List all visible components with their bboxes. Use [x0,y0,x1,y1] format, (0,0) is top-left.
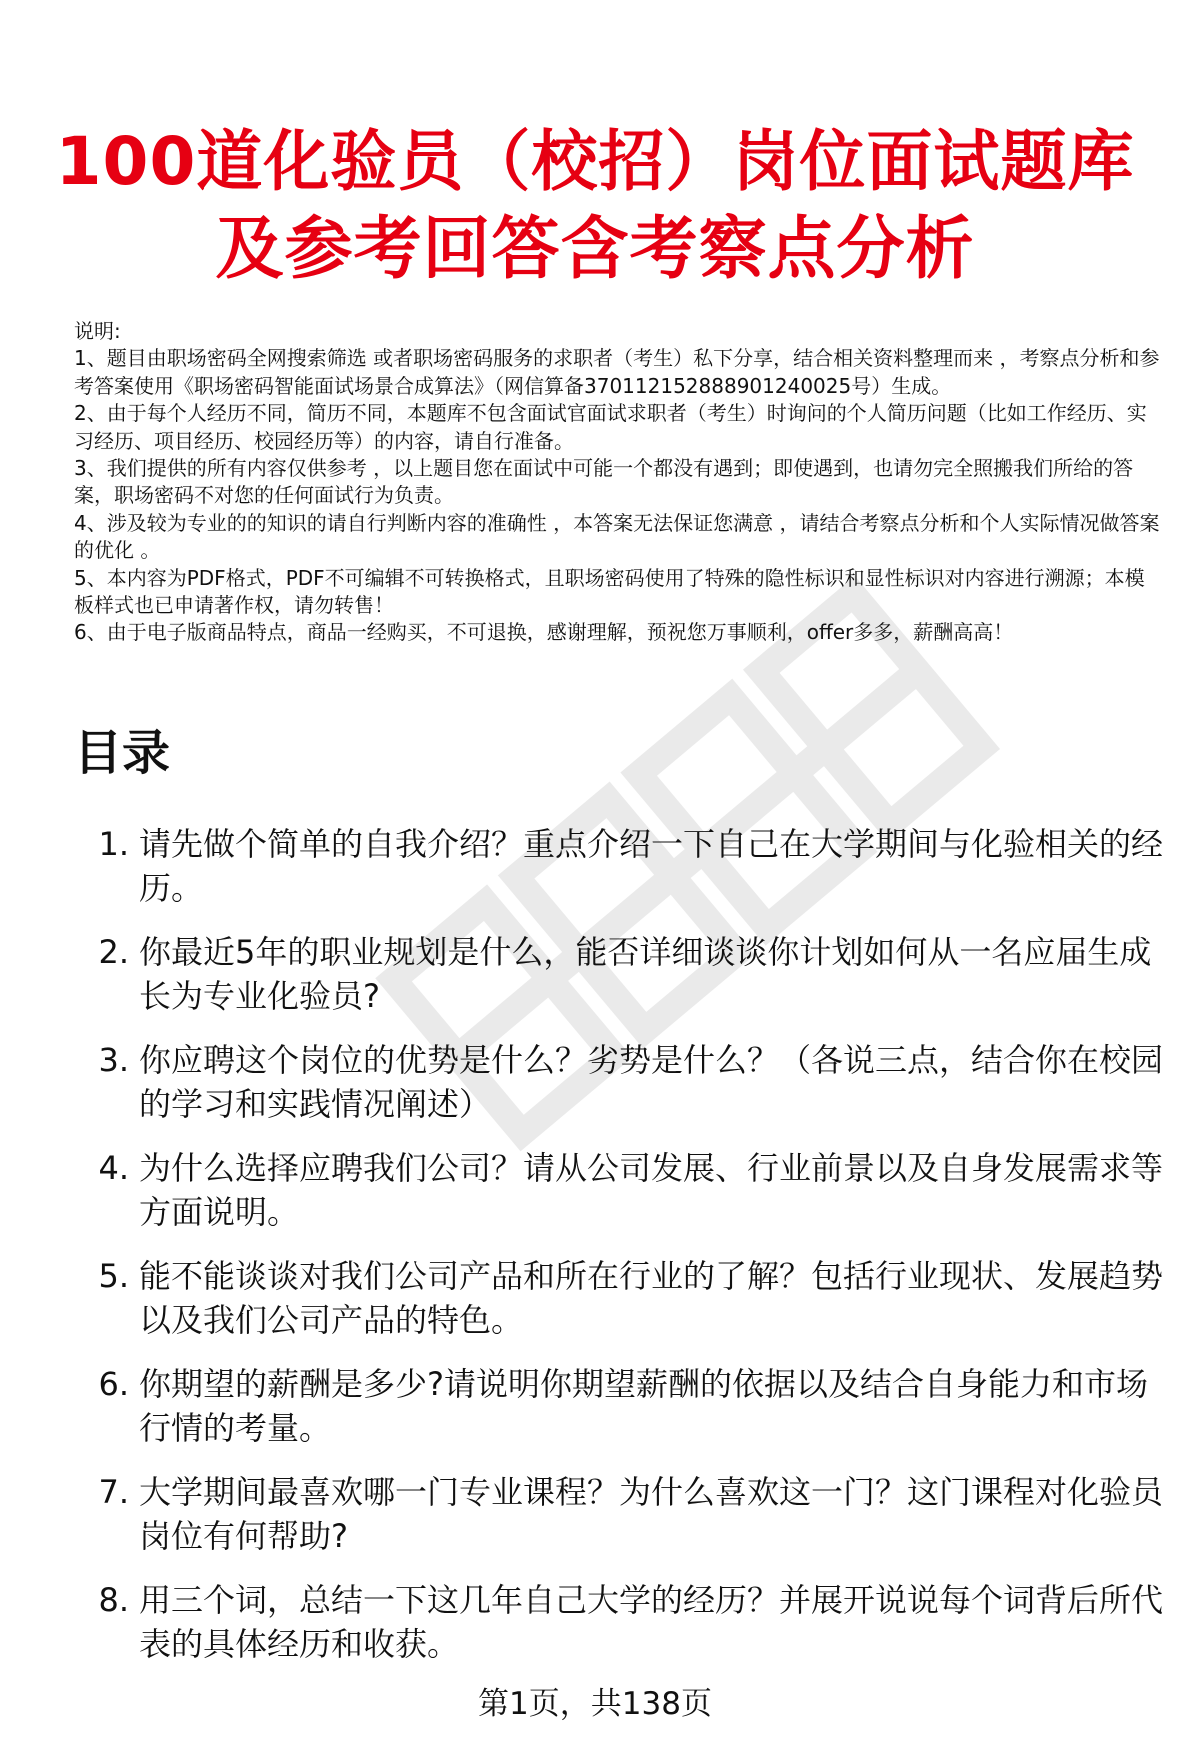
toc-item-number: 4. [98,1149,129,1187]
toc-item[interactable] [74,930,1164,1018]
toc-heading: 目录 [74,725,171,781]
page-number: 第1页，共138页 [478,1686,712,1722]
toc-item-text: 大学期间最喜欢哪一门专业课程？为什么喜欢这一门？这门课程对化验员岗位有何帮助? [139,1473,1164,1555]
document-title [50,118,1140,294]
toc-item-text: 你应聘这个岗位的优势是什么？劣势是什么？（各说三点，结合你在校园的学习和实践情况阐述） [139,1041,1164,1123]
instructions-block [74,318,1160,647]
instruction-item: 2、由于每个人经历不同，简历不同，本题库不包含面试官面试求职者（考生）时询问的个人简历问题（比如工作经历、实习经历、项目经历、校园经历等）的内容，请自行准备。 [74,401,1147,453]
toc-item[interactable] [74,822,1164,910]
toc-item-number: 1. [98,825,129,863]
toc-item-number: 2. [98,933,129,971]
toc-item[interactable] [74,1038,1164,1126]
instruction-item: 3、我们提供的所有内容仅供参考 ，以上题目您在面试中可能一个都没有遇到；即使遇到，也请勿完全照搬我们所给的答案，职场密码不对您的任何面试行为负责。 [74,456,1134,508]
toc-item-number: 8. [98,1581,129,1619]
toc-item-number: 7. [98,1473,129,1511]
title-line-2: 及参考回答含考察点分析 [215,210,975,289]
toc-item[interactable] [74,1578,1164,1666]
toc-item-text: 请先做个简单的自我介绍？重点介绍一下自己在大学期间与化验相关的经历。 [139,825,1164,907]
toc-item-number: 5. [98,1257,129,1295]
toc-item-number: 6. [98,1365,129,1403]
toc-item[interactable] [74,1146,1164,1234]
toc-item-text: 能不能谈谈对我们公司产品和所在行业的了解？包括行业现状、发展趋势以及我们公司产品的特色。 [139,1257,1164,1339]
toc-list [74,822,1164,1686]
toc-item[interactable] [74,1470,1164,1558]
instruction-item: 5、本内容为PDF格式，PDF不可编辑不可转换格式，且职场密码使用了特殊的隐性标识和显性标识对内容进行溯源；本模板样式也已申请著作权，请勿转售！ [74,565,1145,618]
instruction-item: 4、涉及较为专业的的知识的请自行判断内容的准确性 ，本答案无法保证您满意 ，请结合考察点分析和个人实际情况做答案的优化 。 [74,510,1160,563]
toc-item-text: 你期望的薪酬是多少?请说明你期望薪酬的依据以及结合自身能力和市场行情的考量。 [139,1365,1148,1447]
toc-item-number: 3. [98,1041,129,1079]
instruction-item: 6、由于电子版商品特点，商品一经购买，不可退换，感谢理解，预祝您万事顺利，offer多多，薪酬高高！ [74,620,1014,645]
toc-item-text: 为什么选择应聘我们公司？请从公司发展、行业前景以及自身发展需求等方面说明。 [139,1149,1164,1231]
instruction-item: 1、题目由职场密码全网搜索筛选 或者职场密码服务的求职者（考生）私下分享，结合相关资料整理而来 ，考察点分析和参考答案使用《职场密码智能面试场景合成算法》（网信算备370112152888901240025号）生成。 [74,346,1160,398]
instructions-heading: 说明: [74,319,121,343]
toc-item-text: 用三个词，总结一下这几年自己大学的经历？并展开说说每个词背后所代表的具体经历和收获。 [139,1581,1164,1663]
toc-item-text: 你最近5年的职业规划是什么，能否详细谈谈你计划如何从一名应届生成长为专业化验员? [139,933,1152,1015]
toc-item[interactable] [74,1362,1164,1450]
title-line-1: 100道化验员（校招）岗位面试题库 [55,123,1135,200]
toc-item[interactable] [74,1254,1164,1342]
